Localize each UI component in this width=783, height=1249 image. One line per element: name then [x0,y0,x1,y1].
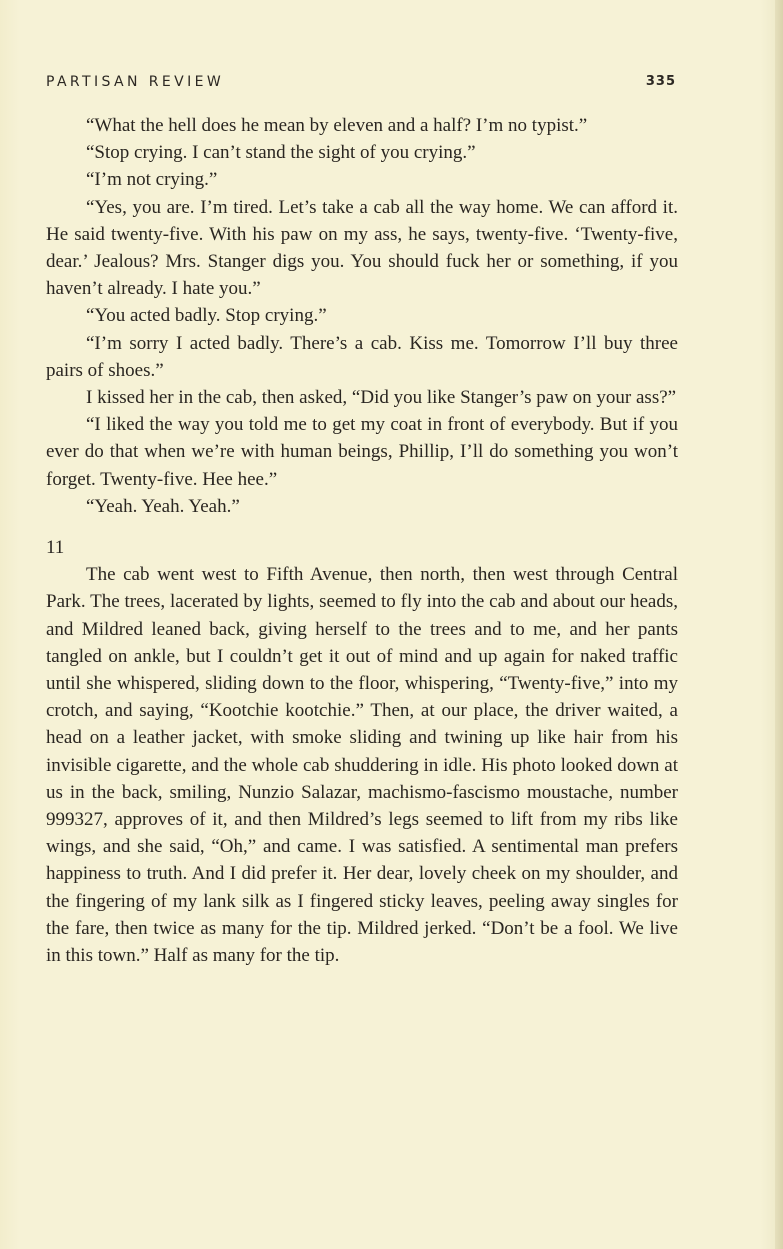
paragraph: “What the hell does he mean by eleven and a half? I’m no typist.” [86,115,588,136]
paragraph: “I’m not crying.” [86,169,218,191]
body-text [46,112,678,969]
paragraph: “I liked the way you told me to get my coat in front of everybody. But if you ever do that when we’re with human beings, Phillip, I’ll do something you won’t forget. Twenty-five. Hee hee.” [46,414,678,490]
paragraph: “Yeah. Yeah. Yeah.” [86,495,240,517]
paragraph: “Stop crying. I can’t stand the sight of you crying.” [86,142,476,164]
page-edge [775,0,783,1249]
paragraph: “I’m sorry I acted badly. There’s a cab. Kiss me. Tomorrow I’ll buy three pairs of shoes.” [46,332,678,381]
page-number: 335 [645,74,676,89]
paragraph: I kissed her in the cab, then asked, “Did you like Stanger’s paw on your ass?” [86,387,677,409]
section-number: 11 [46,537,65,559]
running-head: PARTISAN REVIEW [46,74,225,90]
page-header [46,68,676,96]
paragraph: “You acted badly. Stop crying.” [86,305,327,327]
paragraph: The cab went west to Fifth Avenue, then north, then west through Central Park. The trees, lacerated by lights, seemed to fly into the cab and about our heads, and Mildred leaned back, giving herself to the trees and to me, and her pants tangled on ankle, but I couldn’t get it out of mind and up again for naked traffic until she whispered, sliding down to the floor, whispering, “Twenty-five,” into my crotch, and saying, “Kootchie kootchie.” Then, at our place, the driver waited, a head on a leather jacket, with smoke sliding and twining up like hair from his invisible cigarette, and the whole cab shuddering in idle. His photo looked down at us in the back, smiling, Nunzio Salazar, machismo-fascismo moustache, number 999327, approves of it, and then Mildred’s legs seemed to lift from my ribs like wings, and she said, “Oh,” and came. I was satisfied. A sentimental man prefers happiness to truth. And I did prefer it. Her dear, lovely cheek on my shoulder, and the fingering of my lank silk as I fingered sticky leaves, peeling away singles for the fare, then twice as many for the tip. Mildred jerked. “Don’t be a fool. We live in this town.” Half as many for the tip. [46,564,678,967]
paragraph: “Yes, you are. I’m tired. Let’s take a cab all the way home. We can afford it. He said twenty-five. With his paw on my ass, he says, twenty-five. ‘Twenty-five, dear.’ Jealous? Mrs. Stanger digs you. You should fuck her or something, if you haven’t already. I hate you.” [46,196,678,300]
